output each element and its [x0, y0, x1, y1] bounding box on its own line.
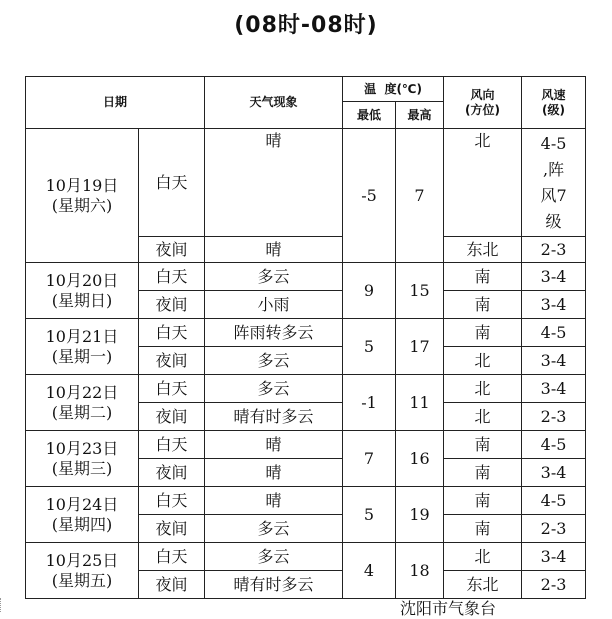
temp-max: 16	[396, 431, 444, 487]
weather-day: 晴	[205, 487, 343, 515]
temp-max: 7	[396, 129, 444, 263]
wind-speed-night: 3-4	[522, 291, 586, 319]
header-wind-speed: 风速 (级)	[522, 77, 586, 129]
header-weather: 天气现象	[205, 77, 343, 129]
header-temp-min: 最低	[343, 102, 396, 129]
wind-speed-day: 4-5	[522, 319, 586, 347]
wind-speed-day: 4-5	[522, 431, 586, 459]
weather-day: 阵雨转多云	[205, 319, 343, 347]
wind-speed-day: 3-4	[522, 263, 586, 291]
day-date-cell	[26, 431, 139, 487]
page-title: (08时-08时)	[234, 13, 378, 38]
weekday-label: (星期二)	[51, 402, 113, 422]
weekday-label: (星期日)	[51, 290, 113, 310]
period-night: 夜间	[139, 291, 205, 319]
weather-day: 多云	[205, 263, 343, 291]
temp-min: 5	[343, 487, 396, 543]
header-wind-dir: 风向 (方位)	[444, 77, 522, 129]
wind-dir-night: 南	[444, 459, 522, 487]
day-date-cell	[26, 487, 139, 543]
wind-dir-day: 南	[444, 319, 522, 347]
weather-night: 晴有时多云	[205, 571, 343, 599]
temp-max: 11	[396, 375, 444, 431]
date-label: 10月24日	[45, 494, 119, 514]
temp-max: 17	[396, 319, 444, 375]
weather-day: 多云	[205, 375, 343, 403]
weekday-label: (星期一)	[51, 346, 113, 366]
period-day: 白天	[139, 487, 205, 515]
day-date-cell	[26, 129, 139, 263]
date-label: 10月20日	[45, 270, 119, 290]
day-date-cell	[26, 319, 139, 375]
weather-night: 小雨	[205, 291, 343, 319]
temp-min: 4	[343, 543, 396, 599]
period-night: 夜间	[139, 515, 205, 543]
weather-day: 晴	[205, 129, 343, 237]
edge-mark	[0, 598, 4, 612]
wind-speed-day: 4-5	[522, 487, 586, 515]
temp-min: -5	[343, 129, 396, 263]
wind-dir-night: 东北	[444, 237, 522, 263]
temp-min: 7	[343, 431, 396, 487]
wind-dir-night: 北	[444, 347, 522, 375]
period-night: 夜间	[139, 237, 205, 263]
header-date: 日期	[26, 77, 205, 129]
wind-speed-night: 3-4	[522, 347, 586, 375]
weekday-label: (星期三)	[51, 458, 113, 478]
temp-max: 19	[396, 487, 444, 543]
wind-dir-day: 南	[444, 263, 522, 291]
weather-day: 多云	[205, 543, 343, 571]
period-night: 夜间	[139, 347, 205, 375]
header-temp-max: 最高	[396, 102, 444, 129]
wind-dir-day: 北	[444, 129, 522, 237]
temp-min: 5	[343, 319, 396, 375]
period-day: 白天	[139, 375, 205, 403]
wind-dir-night: 南	[444, 515, 522, 543]
wind-dir-day: 北	[444, 543, 522, 571]
date-label: 10月21日	[45, 326, 119, 346]
period-night: 夜间	[139, 571, 205, 599]
day-date-cell	[26, 263, 139, 319]
temp-min: 9	[343, 263, 396, 319]
wind-speed-night: 2-3	[522, 571, 586, 599]
period-day: 白天	[139, 129, 205, 237]
weekday-label: (星期六)	[51, 195, 113, 215]
wind-speed-day: 3-4	[522, 375, 586, 403]
wind-dir-day: 北	[444, 375, 522, 403]
wind-speed-night: 2-3	[522, 515, 586, 543]
temp-min: -1	[343, 375, 396, 431]
period-night: 夜间	[139, 403, 205, 431]
period-day: 白天	[139, 263, 205, 291]
wind-dir-day: 南	[444, 487, 522, 515]
weather-day: 晴	[205, 431, 343, 459]
temp-max: 18	[396, 543, 444, 599]
date-label: 10月23日	[45, 438, 119, 458]
wind-dir-day: 南	[444, 431, 522, 459]
period-day: 白天	[139, 319, 205, 347]
weather-night: 多云	[205, 347, 343, 375]
period-day: 白天	[139, 543, 205, 571]
weather-night: 多云	[205, 515, 343, 543]
date-label: 10月22日	[45, 382, 119, 402]
period-night: 夜间	[139, 459, 205, 487]
date-label: 10月19日	[45, 175, 119, 195]
wind-dir-night: 南	[444, 291, 522, 319]
weather-night: 晴有时多云	[205, 403, 343, 431]
day-date-cell	[26, 543, 139, 599]
wind-dir-night: 东北	[444, 571, 522, 599]
weekday-label: (星期四)	[51, 514, 113, 534]
wind-speed-night: 3-4	[522, 459, 586, 487]
day-date-cell	[26, 375, 139, 431]
wind-speed-night: 2-3	[522, 403, 586, 431]
temp-max: 15	[396, 263, 444, 319]
wind-dir-night: 北	[444, 403, 522, 431]
period-day: 白天	[139, 431, 205, 459]
footer-issuer: 沈阳市气象台	[400, 599, 497, 618]
weather-night: 晴	[205, 237, 343, 263]
wind-speed-night: 2-3	[522, 237, 586, 263]
weather-night: 晴	[205, 459, 343, 487]
wind-speed-day: 4-5 ,阵 风7 级	[522, 129, 586, 237]
forecast-table	[25, 76, 586, 599]
wind-speed-day: 3-4	[522, 543, 586, 571]
date-label: 10月25日	[45, 550, 119, 570]
header-temp: 温 度(℃)	[343, 77, 444, 102]
weekday-label: (星期五)	[51, 570, 113, 590]
